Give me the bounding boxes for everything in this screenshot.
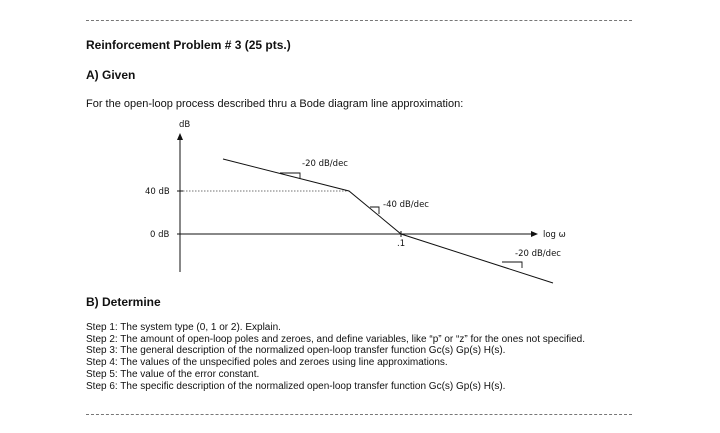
- step-item: Step 2: The amount of open-loop poles and zeroes, and define variables, like “p” or “z” for the ones not specified.: [86, 333, 585, 345]
- problem-title: Reinforcement Problem # 3 (25 pts.): [86, 38, 291, 52]
- given-heading: A) Given: [86, 68, 136, 82]
- step-item: Step 3: The general description of the normalized open-loop transfer function Gc(s) Gp(s) H(s).: [86, 345, 506, 357]
- bottom-dashed-rule: [86, 414, 632, 415]
- magnitude-asymptote: [223, 159, 553, 283]
- slope-label-2: -40 dB/dec: [383, 200, 429, 210]
- tick-label-0db: 0 dB: [150, 230, 170, 240]
- slope-triangle-2: [370, 207, 379, 214]
- step-item: Step 6: The specific description of the normalized open-loop transfer function Gc(s) Gp(s) H(s).: [86, 380, 506, 392]
- x-axis-arrow: [531, 231, 538, 237]
- x-axis-label: log ω: [543, 230, 566, 240]
- step-item: Step 1: The system type (0, 1 or 2). Explain.: [86, 322, 281, 333]
- steps-list: [86, 322, 585, 392]
- tick-label-40db: 40 dB: [145, 187, 170, 197]
- determine-heading: B) Determine: [86, 295, 161, 309]
- tick-label-x: .1: [397, 239, 406, 249]
- slope-label-3: -20 dB/dec: [515, 249, 561, 259]
- y-axis-label: dB: [179, 120, 191, 130]
- step-item: Step 5: The value of the error constant.: [86, 368, 260, 380]
- y-axis-arrow: [177, 133, 183, 140]
- given-description: For the open-loop process described thru a Bode diagram line approximation:: [86, 98, 464, 110]
- step-item: Step 4: The values of the unspecified poles and zeroes using line approximations.: [86, 357, 448, 369]
- slope-label-1: -20 dB/dec: [302, 159, 348, 169]
